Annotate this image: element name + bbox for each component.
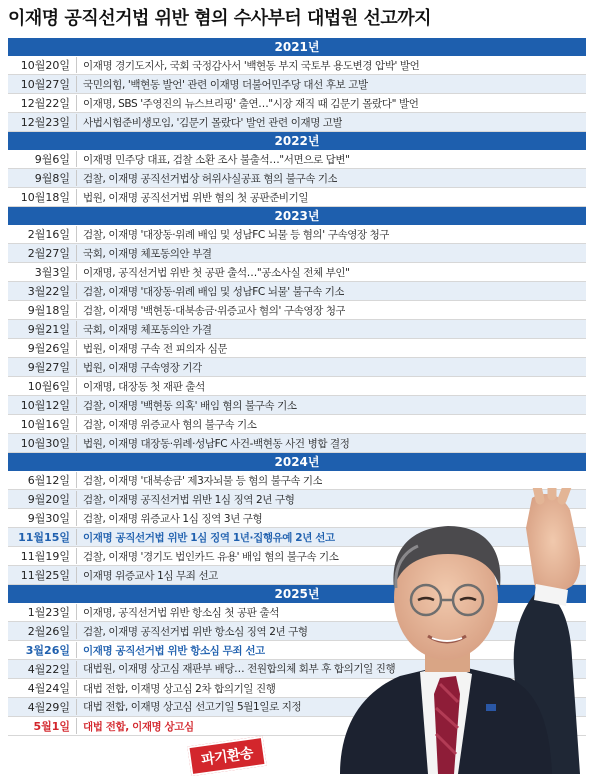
event-text: 검찰, 이재명 '경기도 법인카드 유용' 배임 혐의 불구속 기소 — [83, 550, 339, 563]
event-date: 10월20일 — [8, 57, 77, 73]
event-text: 법원, 이재명 구속 전 피의자 심문 — [83, 342, 228, 355]
event-text: 이재명, 공직선거법 위반 첫 공판 출석…"공소사실 전체 부인" — [83, 266, 350, 279]
event-text: 검찰, 이재명 공직선거법상 허위사실공표 혐의 불구속 기소 — [83, 172, 338, 185]
event-date: 10월30일 — [8, 435, 77, 451]
event-date: 10월27일 — [8, 76, 77, 92]
year-header: 2025년 — [8, 585, 586, 603]
event-date: 11월19일 — [8, 548, 77, 564]
event-text: 검찰, 이재명 위증교사 1심 징역 3년 구형 — [83, 512, 263, 525]
event-date: 6월12일 — [8, 472, 77, 488]
year-header: 2022년 — [8, 132, 586, 150]
event-text: 검찰, 이재명 공직선거법 위반 1심 징역 2년 구형 — [83, 493, 295, 506]
event-text: 법원, 이재명 구속영장 기각 — [83, 361, 202, 374]
timeline-row — [8, 75, 586, 94]
event-date: 9월8일 — [8, 170, 77, 186]
event-date: 9월21일 — [8, 321, 77, 337]
event-text: 이재명, 대장동 첫 재판 출석 — [83, 380, 205, 393]
timeline-row — [8, 188, 586, 207]
year-header: 2024년 — [8, 453, 586, 471]
timeline-row — [8, 377, 586, 396]
event-text: 이재명, 공직선거법 위반 항소심 첫 공판 출석 — [83, 606, 279, 619]
event-date: 3월26일 — [8, 642, 77, 658]
event-date: 2월26일 — [8, 623, 77, 639]
timeline-row — [8, 358, 586, 377]
event-text: 국회, 이재명 체포동의안 가결 — [83, 323, 212, 336]
timeline-row — [8, 169, 586, 188]
timeline-row — [8, 339, 586, 358]
event-text: 대법 전합, 이재명 상고심 — [83, 720, 194, 733]
event-date: 2월27일 — [8, 245, 77, 261]
portrait-photo — [300, 488, 601, 774]
timeline-row — [8, 320, 586, 339]
timeline-row — [8, 150, 586, 169]
timeline-row — [8, 263, 586, 282]
event-text: 국민의힘, '백현동 발언' 관련 이재명 더불어민주당 대선 후보 고발 — [83, 78, 368, 91]
event-text: 검찰, 이재명 '백현동·대북송금·위증교사 혐의' 구속영장 청구 — [83, 304, 346, 317]
event-date: 3월3일 — [8, 264, 77, 280]
timeline-row — [8, 113, 586, 132]
event-date: 4월29일 — [8, 699, 77, 715]
event-date: 11월15일 — [8, 529, 77, 545]
event-date: 12월23일 — [8, 114, 77, 130]
event-date: 9월30일 — [8, 510, 77, 526]
page-title: 이재명 공직선거법 위반 혐의 수사부터 대법원 선고까지 — [8, 8, 432, 29]
event-date: 3월22일 — [8, 283, 77, 299]
ruling-badge: 파기환송 — [187, 736, 267, 776]
event-date: 4월22일 — [8, 661, 77, 677]
event-date: 9월20일 — [8, 491, 77, 507]
event-text: 이재명 경기도지사, 국회 국정감사서 '백현동 부지 국토부 용도변경 압박' 발언 — [83, 59, 420, 72]
event-text: 검찰, 이재명 위증교사 혐의 불구속 기소 — [83, 418, 257, 431]
year-header: 2023년 — [8, 207, 586, 225]
event-date: 10월16일 — [8, 416, 77, 432]
event-text: 검찰, 이재명 '대북송금' 제3자뇌물 등 혐의 불구속 기소 — [83, 474, 323, 487]
timeline-row — [8, 225, 586, 244]
event-text: 이재명, SBS '주영진의 뉴스브리핑' 출연…"시장 재직 때 김문기 몰랐다" 발언 — [83, 97, 419, 110]
event-text: 검찰, 이재명 '백현동 의혹' 배임 혐의 불구속 기소 — [83, 399, 297, 412]
event-date: 12월22일 — [8, 95, 77, 111]
event-text: 대법 전합, 이재명 상고심 선고기일 5월1일로 지정 — [83, 701, 302, 713]
event-text: 이재명 위증교사 1심 무죄 선고 — [83, 569, 218, 582]
event-date: 10월12일 — [8, 397, 77, 413]
event-date: 2월16일 — [8, 226, 77, 242]
timeline-row — [8, 415, 586, 434]
timeline-row — [8, 282, 586, 301]
event-text: 국회, 이재명 체포동의안 부결 — [83, 247, 212, 260]
event-text: 대법원, 이재명 상고심 재판부 배당… 전원합의체 회부 후 합의기일 진행 — [83, 663, 396, 675]
timeline-row — [8, 434, 586, 453]
event-date: 10월6일 — [8, 378, 77, 394]
event-text: 대법 전합, 이재명 상고심 2차 합의기일 진행 — [83, 682, 276, 695]
event-text: 검찰, 이재명 '대장동·위례 배임 및 성남FC 뇌물' 불구속 기소 — [83, 285, 345, 298]
timeline-row — [8, 94, 586, 113]
timeline-row — [8, 301, 586, 320]
event-date: 9월26일 — [8, 340, 77, 356]
year-header: 2021년 — [8, 38, 586, 56]
event-date: 10월18일 — [8, 189, 77, 205]
event-date: 11월25일 — [8, 567, 77, 583]
event-date: 1월23일 — [8, 604, 77, 620]
event-date: 9월27일 — [8, 359, 77, 375]
timeline-row — [8, 56, 586, 75]
event-text: 검찰, 이재명 '대장동·위례 배임 및 성남FC 뇌물 등 혐의' 구속영장 청구 — [83, 228, 390, 241]
timeline-row — [8, 396, 586, 415]
event-date: 9월6일 — [8, 151, 77, 167]
event-date: 4월24일 — [8, 680, 77, 696]
event-text: 이재명 공직선거법 위반 항소심 무죄 선고 — [83, 644, 265, 657]
event-text: 사법시험준비생모임, '김문기 몰랐다' 발언 관련 이재명 고발 — [83, 116, 343, 129]
event-date: 9월18일 — [8, 302, 77, 318]
event-text: 법원, 이재명 대장동·위례·성남FC 사건-백현동 사건 병합 결정 — [83, 437, 350, 450]
event-text: 이재명 공직선거법 위반 1심 징역 1년·집행유예 2년 선고 — [83, 531, 335, 544]
timeline-row — [8, 244, 586, 263]
event-text: 검찰, 이재명 공직선거법 위반 항소심 징역 2년 구형 — [83, 625, 308, 638]
event-date: 5월1일 — [8, 718, 77, 734]
event-text: 이재명 민주당 대표, 검찰 소환 조사 불출석…"서면으로 답변" — [83, 153, 350, 166]
event-text: 법원, 이재명 공직선거법 위반 혐의 첫 공판준비기일 — [83, 191, 309, 204]
